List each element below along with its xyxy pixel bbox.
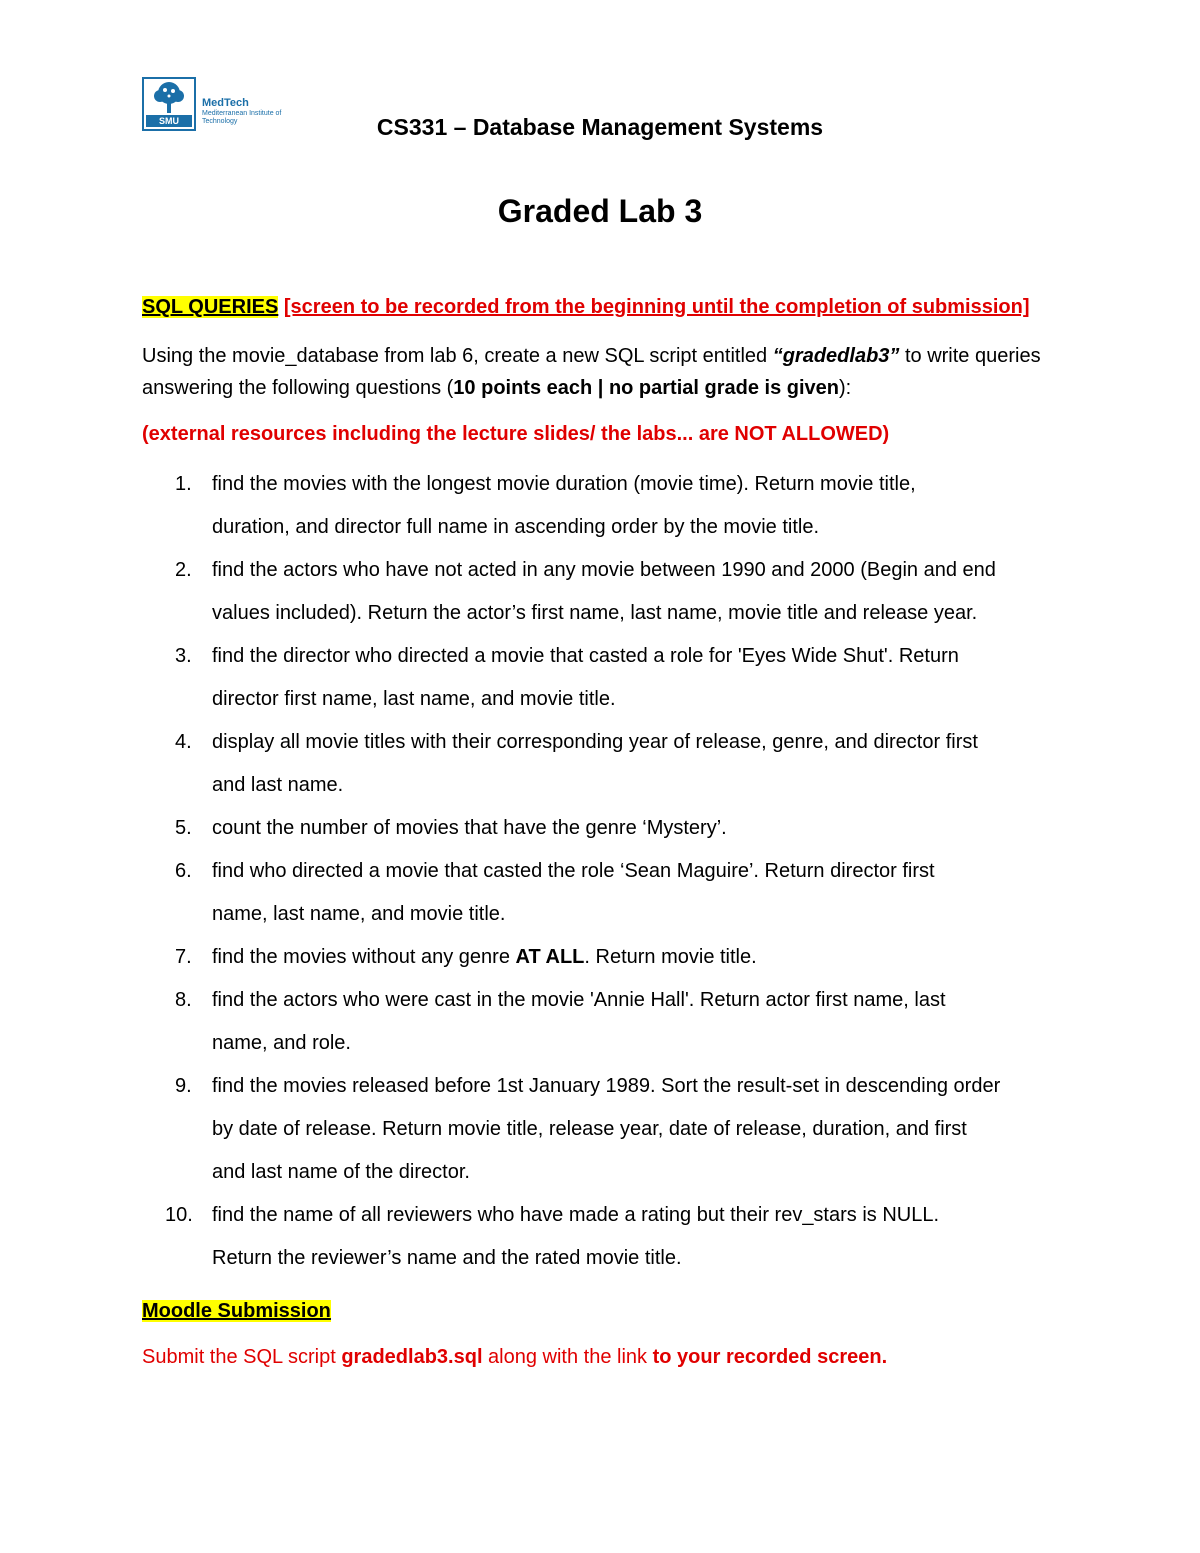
submit-text-b: along with the link — [482, 1346, 653, 1368]
item-text-cont: Return the reviewer’s name and the rated movie title. — [212, 1247, 682, 1269]
intro-text-1: Using the movie_database from lab 6, create a new SQL script entitled — [142, 345, 773, 367]
item-text-cont: by date of release. Return movie title, release year, date of release, duration, and first — [212, 1118, 967, 1140]
item-text-c: . Return movie title. — [584, 946, 757, 968]
submit-text-c: to your recorded screen. — [652, 1346, 888, 1368]
item-text: find the actors who were cast in the movie 'Annie Hall'. Return actor first name, last — [212, 989, 946, 1011]
item-number: 9. — [175, 1075, 192, 1097]
item-number: 7. — [175, 946, 192, 968]
moodle-heading: Moodle Submission — [142, 1300, 331, 1322]
course-title: CS331 – Database Management Systems — [376, 114, 824, 140]
item-number: 4. — [175, 731, 192, 753]
list-item — [142, 850, 1072, 936]
list-item — [142, 1065, 1072, 1194]
item-text: display all movie titles with their corresponding year of release, genre, and director first — [212, 731, 978, 753]
intro-paragraph — [142, 340, 1062, 404]
item-text-cont2: and last name of the director. — [212, 1161, 470, 1183]
list-item — [142, 1194, 1072, 1280]
item-text: find the movies released before 1st January 1989. Sort the result-set in descending order — [212, 1075, 1001, 1097]
item-text-cont: name, and role. — [212, 1032, 351, 1054]
intro-text-2: to write queries answering the following questions ( — [142, 345, 1041, 399]
sql-queries-label: SQL QUERIES — [142, 296, 279, 318]
intro-text-3: ): — [839, 377, 852, 399]
item-text-emphasis: AT ALL — [515, 946, 585, 968]
item-number: 2. — [175, 559, 192, 581]
list-item — [142, 936, 1072, 979]
points-note: 10 points each | no partial grade is given — [453, 377, 839, 399]
logo-subtitle: Mediterranean Institute of Technology — [202, 110, 282, 125]
item-text-cont: duration, and director full name in ascending order by the movie title. — [212, 516, 820, 538]
document-title: Graded Lab 3 — [497, 193, 703, 229]
item-text-cont: director first name, last name, and movie title. — [212, 688, 616, 710]
recording-note: [screen to be recorded from the beginning until the completion of submission] — [283, 296, 1030, 318]
item-text: find the director who directed a movie that casted a role for 'Eyes Wide Shut'. Return — [212, 645, 959, 667]
item-text: find the name of all reviewers who have made a rating but their rev_stars is NULL. — [212, 1204, 940, 1226]
sql-section-heading — [142, 296, 1030, 319]
item-number: 1. — [175, 473, 192, 495]
item-number: 6. — [175, 860, 192, 882]
list-item — [142, 463, 1072, 549]
logo-name: MedTech — [202, 97, 249, 109]
submission-instructions — [142, 1346, 887, 1369]
submit-text-a: Submit the SQL script — [142, 1346, 342, 1368]
item-text: count the number of movies that have the genre ‘Mystery’. — [212, 817, 727, 839]
script-name: “gradedlab3” — [772, 345, 900, 367]
item-text-a: find the movies without any genre — [212, 946, 516, 968]
item-text: find the movies with the longest movie duration (movie time). Return movie title, — [212, 473, 916, 495]
item-text-cont: and last name. — [212, 774, 344, 796]
list-item — [142, 549, 1072, 635]
question-list — [142, 463, 1072, 1280]
logo-badge: SMU — [146, 115, 192, 127]
moodle-section-heading — [142, 1300, 331, 1323]
item-text — [212, 936, 1072, 979]
list-item — [142, 979, 1072, 1065]
item-text-cont: name, last name, and movie title. — [212, 903, 506, 925]
item-number: 5. — [175, 817, 192, 839]
list-item — [142, 721, 1072, 807]
item-number: 10. — [165, 1204, 193, 1226]
item-text: find the actors who have not acted in any movie between 1990 and 2000 (Begin and end — [212, 559, 996, 581]
resources-warning: (external resources including the lecture slides/ the labs... are NOT ALLOWED) — [142, 423, 890, 445]
list-item — [142, 635, 1072, 721]
list-item — [142, 807, 1072, 850]
script-filename: gradedlab3.sql — [341, 1346, 483, 1368]
item-text: find who directed a movie that casted the role ‘Sean Maguire’. Return director first — [212, 860, 935, 882]
item-text-cont: values included). Return the actor’s first name, last name, movie title and release year. — [212, 602, 978, 624]
item-number: 3. — [175, 645, 192, 667]
item-number: 8. — [175, 989, 192, 1011]
